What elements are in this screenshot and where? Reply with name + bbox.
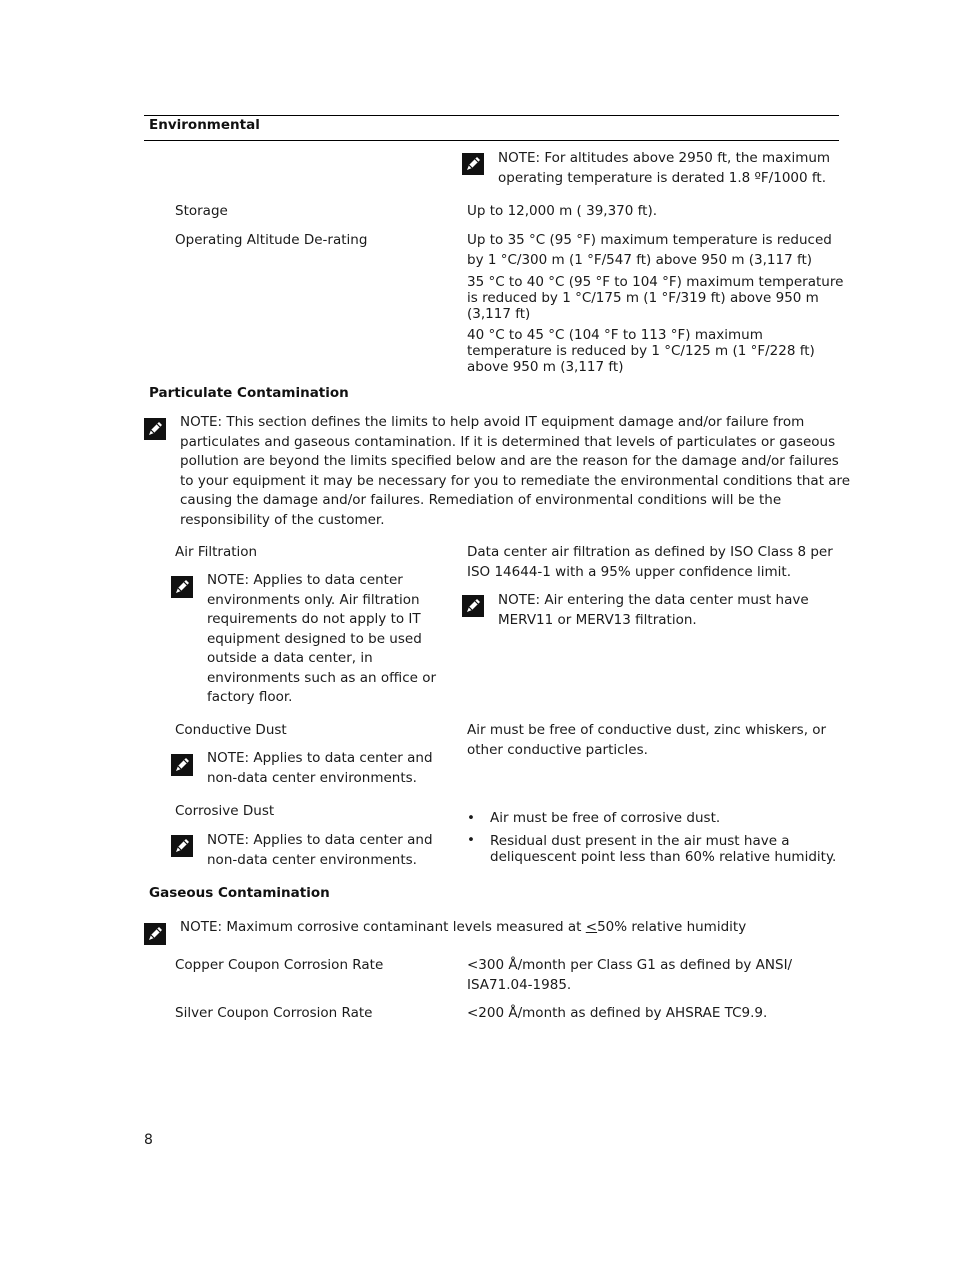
air-filtration-value [467, 543, 833, 582]
text-line: 40 °C to 45 °C (104 °F to 113 °F) maximum [467, 327, 763, 343]
silver-value: <200 Å/month as defined by AHSRAE TC9.9. [467, 1005, 768, 1021]
page-number: 8 [144, 1132, 153, 1148]
conductive-dust-label: Conductive Dust [175, 722, 287, 738]
table-header-title: Environmental [149, 117, 260, 133]
derating-paragraph-2 [467, 274, 843, 322]
header-bottom-rule [144, 140, 839, 141]
text-line: other conductive particles. [467, 741, 648, 758]
note-text: 50% relative humidity [597, 919, 747, 935]
derating-paragraph-3 [467, 327, 815, 375]
note-text: This section defines the limits to help avoid IT equipment damage and/or failure from [222, 414, 805, 430]
text-line: ISO 14644-1 with a 95% upper confidence limit. [467, 563, 791, 580]
note-pencil-icon [462, 153, 484, 175]
corrosive-bullet-1: Air must be free of corrosive dust. [490, 810, 721, 826]
particulate-note [180, 413, 850, 530]
note-label: NOTE: [180, 919, 223, 935]
bullet-marker: • [467, 832, 475, 848]
less-equal-symbol: < [585, 919, 598, 935]
note-text: For altitudes above 2950 ft, the maximum [540, 150, 831, 166]
gaseous-note [180, 918, 746, 938]
text-line: <300 Å/month per Class G1 as defined by ANSI/ [467, 957, 793, 973]
storage-value: Up to 12,000 m ( 39,370 ft). [467, 203, 658, 219]
gaseous-heading: Gaseous Contamination [149, 885, 330, 901]
copper-value [467, 956, 792, 995]
note-text: to your equipment it may be necessary for you to remediate the environmental conditions that are [180, 472, 851, 489]
note-pencil-icon [144, 418, 166, 440]
storage-label: Storage [175, 203, 228, 219]
note-text: requirements do not apply to IT [207, 611, 421, 627]
note-text: non-data center environments. [207, 769, 417, 786]
text-line: by 1 °C/300 m (1 °F/547 ft) above 950 m (3,117 ft) [467, 251, 813, 268]
text-line: Up to 35 °C (95 °F) maximum temperature is reduced [467, 232, 832, 248]
note-text: non-data center environments. [207, 851, 417, 868]
corrosive-dust-note [207, 831, 433, 870]
note-label: NOTE: [207, 572, 250, 588]
note-text: MERV11 or MERV13 filtration. [498, 611, 697, 628]
copper-label: Copper Coupon Corrosion Rate [175, 957, 384, 973]
note-label: NOTE: [207, 750, 250, 766]
silver-label: Silver Coupon Corrosion Rate [175, 1005, 373, 1021]
air-filtration-left-note [207, 571, 436, 708]
corrosive-bullet-2 [490, 833, 836, 865]
note-text: operating temperature is derated 1.8 ºF/1000 ft. [498, 169, 826, 186]
text-line: above 950 m (3,117 ft) [467, 359, 624, 375]
note-pencil-icon [171, 576, 193, 598]
note-text: outside a data center, in [207, 650, 373, 666]
derating-paragraph-1 [467, 231, 832, 270]
altitude-note [498, 149, 830, 188]
note-label: NOTE: [207, 832, 250, 848]
corrosive-dust-label: Corrosive Dust [175, 803, 275, 819]
text-line: temperature is reduced by 1 °C/125 m (1 °F/228 ft) [467, 343, 815, 359]
conductive-dust-note [207, 749, 433, 788]
note-text: Air entering the data center must have [540, 592, 809, 608]
text-line: Residual dust present in the air must have a [490, 833, 790, 849]
note-pencil-icon [171, 754, 193, 776]
particulate-heading: Particulate Contamination [149, 385, 349, 401]
note-label: NOTE: [498, 150, 541, 166]
text-line: ISA71.04-1985. [467, 976, 572, 993]
note-label: NOTE: [498, 592, 541, 608]
note-text: environments such as an office or [207, 669, 437, 686]
note-text: Applies to data center and [249, 750, 433, 766]
text-line: Data center air filtration as defined by ISO Class 8 per [467, 544, 833, 560]
note-text: Applies to data center and [249, 832, 433, 848]
note-pencil-icon [462, 595, 484, 617]
note-text: Applies to data center [249, 572, 403, 588]
bullet-marker: • [467, 810, 475, 826]
note-text: causing the damage and/or failures. Remediation of environmental conditions will be the [180, 492, 782, 508]
text-line: Air must be free of conductive dust, zinc whiskers, or [467, 722, 827, 738]
air-filtration-label: Air Filtration [175, 544, 258, 560]
text-line: (3,117 ft) [467, 306, 531, 322]
text-line: is reduced by 1 °C/175 m (1 °F/319 ft) above 950 m [467, 290, 819, 306]
text-line: deliquescent point less than 60% relative humidity. [490, 849, 837, 865]
text-line: 35 °C to 40 °C (95 °F to 104 °F) maximum temperature [467, 274, 844, 290]
note-pencil-icon [171, 835, 193, 857]
note-text: responsibility of the customer. [180, 511, 385, 528]
note-text: environments only. Air filtration [207, 591, 420, 608]
note-text: Maximum corrosive contaminant levels measured at [222, 919, 586, 935]
note-text: factory floor. [207, 689, 293, 705]
note-text: pollution are beyond the limits specified below and are the reason for the damage and/or failures [180, 453, 839, 469]
note-pencil-icon [144, 923, 166, 945]
note-text: particulates and gaseous contamination. If it is determined that levels of particulates or gaseous [180, 433, 836, 450]
note-text: equipment designed to be used [207, 630, 422, 647]
derating-label: Operating Altitude De-rating [175, 232, 368, 248]
note-label: NOTE: [180, 414, 223, 430]
conductive-dust-value [467, 721, 826, 760]
air-filtration-right-note [498, 591, 809, 630]
